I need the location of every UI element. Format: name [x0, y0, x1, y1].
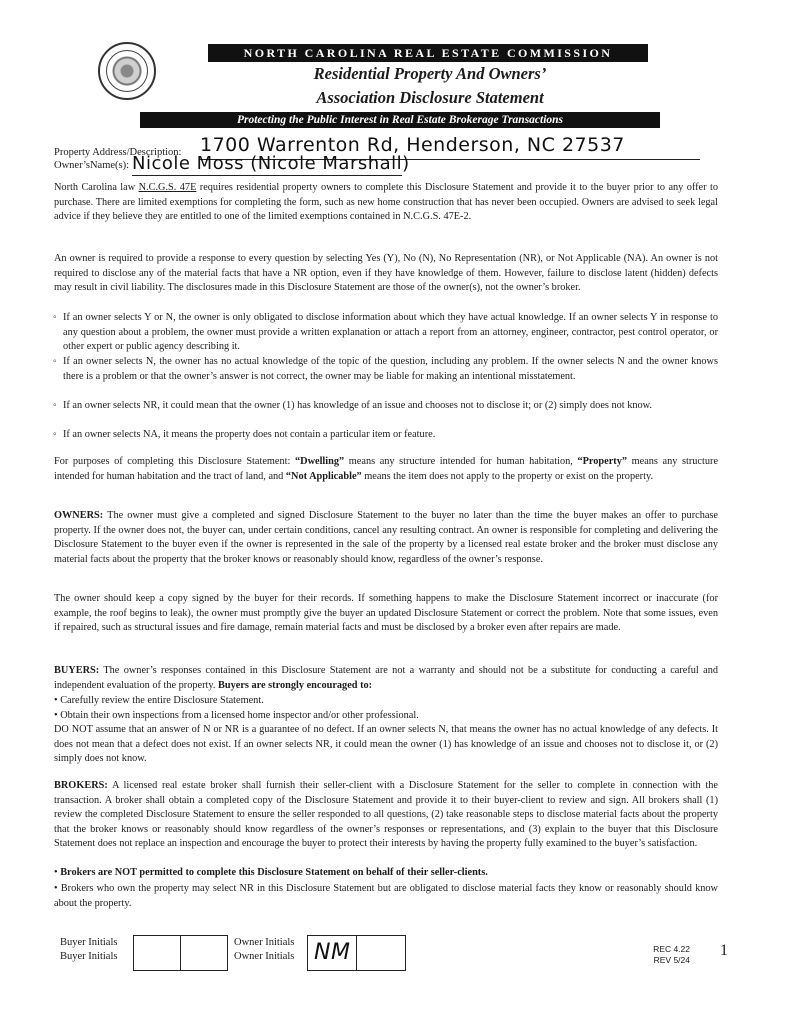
owners-heading: OWNERS:: [54, 510, 104, 521]
property-address-label: Property Address/Description:: [54, 147, 182, 158]
bullet-na: ◦ If an owner selects NA, it means the property does not contain a particular item or feature.: [53, 429, 436, 440]
brokers-paragraph: BROKERS: A licensed real estate broker shall furnish their seller-client with a Disclosure Statement for the seller to complete in connection with the transaction. A broker shall obtain a completed copy of the Disclosure Statement and provide it to their buyer-client to review and sign. All brokers shall (1) review the completed Disclosure Statement to ensure the seller responded to all questions, (2) take reasonable steps to disclose material facts about the property that the broker knows or reasonably should know regardless of the owner’s responses or representations, and (3) explain to the buyer that this Disclosure Statement does not replace an inspection and encourage the buyer to protect their interests by having the property fully examined to the buyer’s satisfaction.: [54, 780, 718, 850]
bullet-nr: ◦ If an owner selects NR, it could mean that the owner (1) has knowledge of an issue and chooses not to disclose it; or (2) simply does not know.: [53, 400, 652, 411]
form-revision: REC 4.22 REV 5/24: [653, 944, 690, 965]
page-number: 1: [720, 942, 728, 959]
owner-initials-label-1: Owner Initials: [234, 937, 295, 948]
brokers-bullet-not-permitted: • Brokers are NOT permitted to complete this Disclosure Statement on behalf of their seller-clients.: [54, 867, 488, 878]
owner-initials-label-2: Owner Initials: [234, 951, 295, 962]
buyers-warning-paragraph: DO NOT assume that an answer of N or NR is a guarantee of no defect. If an owner selects N, that means the owner has no actual knowledge of any defects. It does not mean that a defect does not exist. If an owner selects NR, it could mean the owner (1) has knowledge of an issue and chooses not to disclose it, or (2) simply does not know.: [54, 724, 718, 765]
property-address-value[interactable]: 1700 Warrenton Rd, Henderson, NC 27537: [200, 134, 625, 156]
form-title-line1: Residential Property And Owners’: [313, 64, 547, 83]
definitions-paragraph: For purposes of completing this Disclosure Statement: “Dwelling” means any structure intended for human habitation, “Property” means any structure intended for human habitation and the tract of land, and “Not Applicable” means the item does not apply to the property or exist on the property.: [54, 456, 719, 482]
owners-update-paragraph: The owner should keep a copy signed by the buyer for their records. If something happens to make the Disclosure Statement incorrect or inaccurate (for example, the roof begins to leak), the owner must promptly give the buyer an updated Disclosure Statement or correct the problem. Note that some issues, even if repaired, such as structural issues and fire damage, remain material facts and must be disclosed by a broker even after repairs are made.: [54, 593, 718, 634]
buyers-bullet-inspect: • Obtain their own inspections from a licensed home inspector and/or other professional.: [54, 710, 419, 721]
owners-paragraph: OWNERS: The owner must give a completed and signed Disclosure Statement to the buyer no later than the time the buyer makes an offer to purchase property. If the owner does not, the buyer can, under certain conditions, cancel any resulting contract. An owner is responsible for completing and delivering the Disclosure Statement to the buyer even if the owner is represented in the sale of the property by a licensed real estate broker and the broker must disclose any material facts about the property that the broker knows or reasonably should know, regardless of the owner’s response.: [54, 510, 718, 565]
intro-paragraph: North Carolina law N.C.G.S. 47E requires residential property owners to complete this Disclosure Statement and provide it to the buyer prior to any offer to purchase. There are limited exemptions for completing the form, such as new home construction that has never been occupied. Owners are advised to seek legal advice if they believe they are entitled to one of the limited exemptions contained in N.C.G.S. 47E-2.: [54, 182, 718, 223]
commission-name: NORTH CAROLINA REAL ESTATE COMMISSION: [208, 44, 648, 62]
buyers-heading: BUYERS:: [54, 665, 100, 676]
owner-underline: [132, 174, 402, 176]
owner-initials-signature: NM: [314, 940, 351, 965]
buyer-initials-label-1: Buyer Initials: [60, 937, 118, 948]
brokers-heading: BROKERS:: [54, 780, 108, 791]
buyers-paragraph: BUYERS: The owner’s responses contained in this Disclosure Statement are not a warranty and should not be a substitute for conducting a careful and independent evaluation of the property. Buyers are strongly encouraged to:: [54, 665, 718, 691]
owner-initials-box-2[interactable]: [356, 935, 406, 971]
tagline-banner: Protecting the Public Interest in Real Estate Brokerage Transactions: [140, 112, 660, 128]
commission-seal: [98, 42, 156, 100]
buyer-initials-box-1[interactable]: [133, 935, 181, 971]
buyers-bullet-review: • Carefully review the entire Disclosure Statement.: [54, 695, 264, 706]
buyer-initials-box-2[interactable]: [180, 935, 228, 971]
owner-names-value[interactable]: Nicole Moss (Nicole Marshall): [132, 153, 410, 174]
form-title-line2: Association Disclosure Statement: [316, 88, 544, 107]
response-paragraph: An owner is required to provide a response to every question by selecting Yes (Y), No (N), No Representation (NR), or Not Applicable (NA). An owner is not required to disclose any of the material facts that have a NR option, even if they have knowledge of them. However, failure to disclose latent (hidden) defects may result in civil liability. The disclosures made in this Disclosure Statement are those of the owner(s), not the owner’s broker.: [54, 253, 718, 294]
bullet-n: ◦ If an owner selects N, the owner has no actual knowledge of the topic of the question, including any problem. If the owner selects N and the owner knows there is a problem or that the owner’s answer is not correct, the owner may be liable for making an intentional misstatement.: [53, 356, 718, 382]
owner-initials-box-1[interactable]: [307, 935, 357, 971]
statute-link: N.C.G.S. 47E: [138, 182, 197, 193]
owner-names-label: Owner’sName(s):: [54, 160, 130, 171]
bullet-y-or-n: ◦ If an owner selects Y or N, the owner is only obligated to disclose information about which they have actual knowledge. If an owner selects Y in response to any question about a problem, the owner must provide a written explanation or attach a report from an attorney, engineer, contractor, pest control operator, or other expert or public agency describing it.: [53, 312, 718, 353]
brokers-bullet-owners: • Brokers who own the property may select NR in this Disclosure Statement but are obligated to disclose material facts they know or reasonably should know about the property.: [54, 883, 718, 909]
seal-emblem: [106, 50, 148, 92]
buyer-initials-label-2: Buyer Initials: [60, 951, 118, 962]
